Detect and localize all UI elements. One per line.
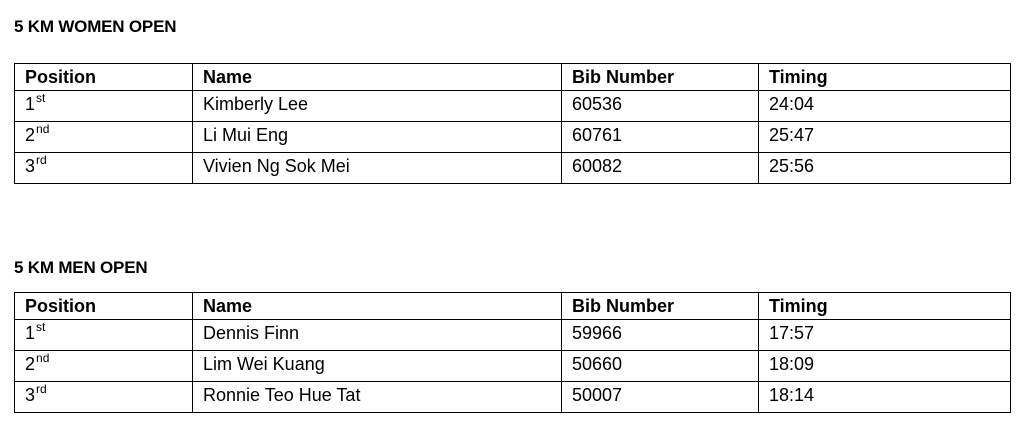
header-name: Name [193, 64, 562, 91]
table-row [15, 153, 1011, 184]
table-row [15, 91, 1011, 122]
timing-cell: 24:04 [759, 91, 1011, 122]
header-position: Position [15, 293, 193, 320]
position-cell [15, 122, 193, 153]
header-bib-number: Bib Number [562, 293, 759, 320]
bib-cell: 50007 [562, 382, 759, 413]
name-cell: Lim Wei Kuang [193, 351, 562, 382]
table-row [15, 351, 1011, 382]
position-number: 2 [25, 354, 36, 374]
position-suffix: nd [36, 351, 50, 365]
timing-cell: 18:09 [759, 351, 1011, 382]
position-cell [15, 320, 193, 351]
timing-cell: 18:14 [759, 382, 1011, 413]
timing-cell: 17:57 [759, 320, 1011, 351]
table-header-row [15, 64, 1011, 91]
header-name: Name [193, 293, 562, 320]
position-number: 1 [25, 323, 36, 343]
name-cell: Li Mui Eng [193, 122, 562, 153]
position-suffix: st [36, 91, 46, 105]
position-suffix: nd [36, 122, 50, 136]
name-cell: Vivien Ng Sok Mei [193, 153, 562, 184]
position-number: 3 [25, 156, 36, 176]
position-cell [15, 91, 193, 122]
header-timing: Timing [759, 293, 1011, 320]
position-suffix: rd [36, 382, 47, 396]
results-table-women [14, 63, 1011, 184]
table-row [15, 122, 1011, 153]
name-cell: Kimberly Lee [193, 91, 562, 122]
header-bib-number: Bib Number [562, 64, 759, 91]
timing-cell: 25:47 [759, 122, 1011, 153]
position-cell [15, 351, 193, 382]
position-number: 1 [25, 94, 36, 114]
table-header-row [15, 293, 1011, 320]
section-title-women: 5 KM WOMEN OPEN [14, 17, 177, 36]
position-number: 3 [25, 385, 36, 405]
bib-cell: 60536 [562, 91, 759, 122]
timing-cell: 25:56 [759, 153, 1011, 184]
position-cell [15, 153, 193, 184]
bib-cell: 59966 [562, 320, 759, 351]
position-number: 2 [25, 125, 36, 145]
position-suffix: st [36, 320, 46, 334]
bib-cell: 50660 [562, 351, 759, 382]
bib-cell: 60761 [562, 122, 759, 153]
name-cell: Dennis Finn [193, 320, 562, 351]
table-row [15, 320, 1011, 351]
section-title-men: 5 KM MEN OPEN [14, 258, 148, 277]
position-cell [15, 382, 193, 413]
results-table-men [14, 292, 1011, 413]
position-suffix: rd [36, 153, 47, 167]
table-row [15, 382, 1011, 413]
bib-cell: 60082 [562, 153, 759, 184]
header-timing: Timing [759, 64, 1011, 91]
header-position: Position [15, 64, 193, 91]
name-cell: Ronnie Teo Hue Tat [193, 382, 562, 413]
